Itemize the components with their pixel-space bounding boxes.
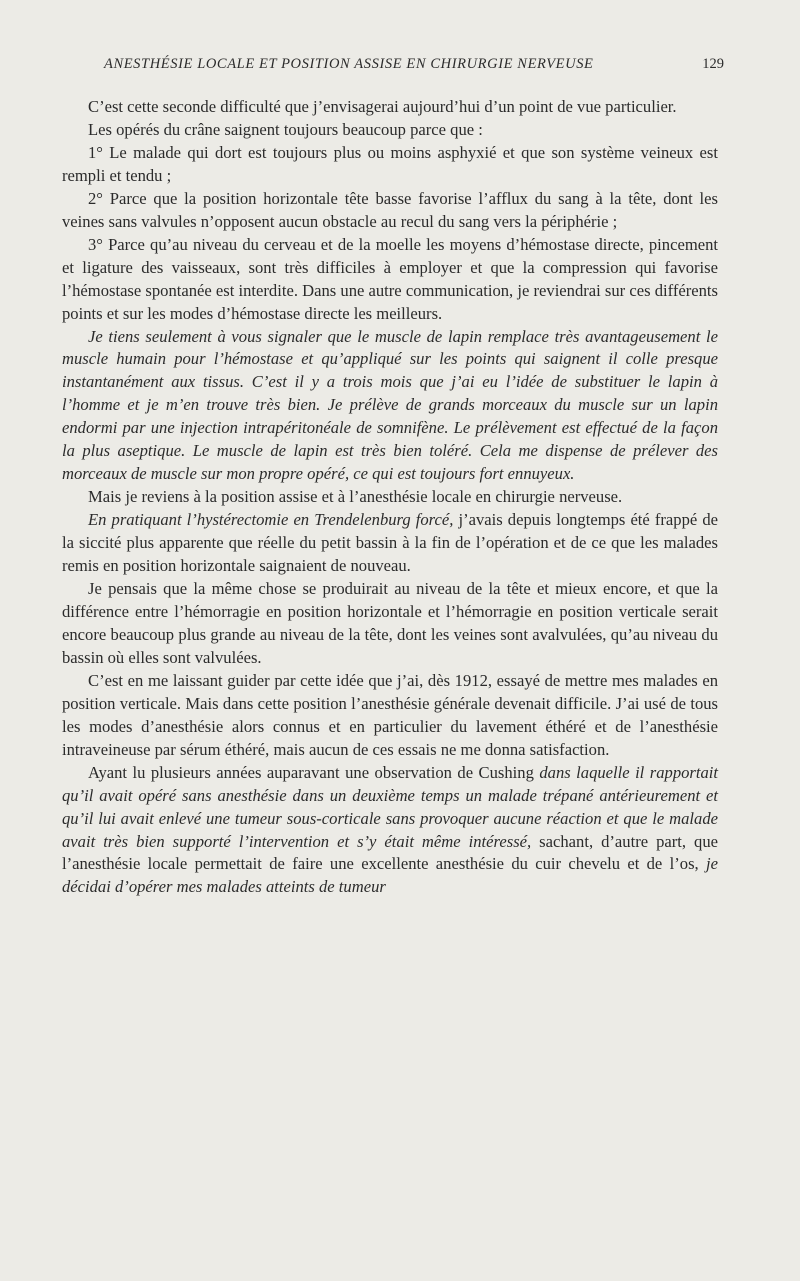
paragraph-text: 1° Le malade qui dort est toujours plus ou moins asphyxié et que son système veineux est rempli et tendu ; (62, 142, 718, 185)
paragraph (62, 670, 718, 762)
paragraph-text: sachant, d’autre part, que l’anesthésie locale permettait de faire une excellente anesthésie du cuir chevelu et de l’os, (62, 831, 719, 874)
paragraph (62, 486, 718, 509)
paragraph-text: C’est en me laissant guider par cette idée que j’ai, dès 1912, essayé de mettre mes malades en position verticale. Mais dans cette position l’anesthésie générale devenait difficile. J’ai usé de tous les modes d’anesthésie alors connus et en particulier du lavement éthéré et de l’anesthésie intraveineuse par sérum éthéré, mais aucun de ces essais ne me donna satisfaction. (62, 670, 718, 759)
paragraph (62, 119, 718, 142)
paragraph (62, 142, 718, 188)
paragraph (62, 188, 718, 234)
italic-text: En pratiquant l’hystérectomie en Trendelenburg forcé, (88, 510, 454, 530)
header-title: ANESTHÉSIE LOCALE ET POSITION ASSISE EN CHIRURGIE NERVEUSE (104, 56, 594, 72)
paragraph-text: j’avais depuis longtemps été frappé de la siccité plus apparente que réelle du petit bassin à la fin de l’opération et de ce que les malades remis en position horizontale saignaient de nouveau. (62, 510, 718, 576)
paragraph (62, 234, 718, 326)
paragraph-text: Les opérés du crâne saignent toujours beaucoup parce que : (88, 119, 483, 139)
paragraph (62, 578, 718, 670)
paragraph (62, 762, 718, 900)
paragraph-text: Je pensais que la même chose se produirait au niveau de la tête et mieux encore, et que la différence entre l’hémorragie en position horizontale et l’hémorragie en position verticale serait encore beaucoup plus grande au niveau de la tête, dont les veines sont avalvulées, qu’au niveau du bassin où elles sont valvulées. (62, 579, 718, 667)
paragraph-text: C’est cette seconde difficulté que j’envisagerai aujourd’hui d’un point de vue particulier. (88, 97, 677, 116)
paragraph (62, 509, 718, 578)
page-number: 129 (702, 56, 724, 72)
paragraph (62, 96, 718, 119)
body-text (62, 96, 718, 899)
running-header (104, 56, 724, 73)
italic-text: dans laquelle il rapportait qu’il avait opéré sans anesthésie dans un deuxième temps un malade trépané antérieurement et qu’il lui avait enlevé une tumeur sous-corticale sans provoquer aucune réaction et que le malade avait très bien supporté l’intervention et s’y était même intéressé, (62, 762, 718, 851)
paragraph-text: Mais je reviens à la position assise et à l’anesthésie locale en chirurgie nerveuse. (88, 487, 623, 507)
italic-text: Je tiens seulement à vous signaler que le muscle de lapin remplace très avantageusement le muscle humain pour l’hémostase et qu’appliqué sur les points qui saignent il colle presque instantanément aux tissus. C’est il y a trois mois que j’ai eu l’idée de substituer le lapin à l’homme et je m’en trouve très bien. Je prélève de grands morceaux du muscle sur un lapin endormi par une injection intrapéritonéale de somnifène. Le prélèvement est effectué de la façon la plus aseptique. Le muscle de lapin est très bien toléré. Cela me dispense de prélever des morceaux de muscle sur mon propre opéré, ce qui est toujours fort ennuyeux. (62, 326, 718, 484)
paragraph-text: Ayant lu plusieurs années auparavant une observation de Cushing (88, 762, 540, 782)
paragraph-text: 3° Parce qu’au niveau du cerveau et de la moelle les moyens d’hémostase directe, pincement et ligature des vaisseaux, sont très difficiles à employer et que la compression qui favorise l’hémostase spontanée est interdite. Dans une autre communication, je reviendrai sur ces différents points et sur les modes d’hémostase directe les meilleurs. (62, 234, 718, 323)
paragraph (62, 326, 718, 487)
italic-text: je décidai d’opérer mes malades atteints de tumeur (62, 854, 718, 897)
paragraph-text: 2° Parce que la position horizontale tête basse favorise l’afflux du sang à la tête, dont les veines sans valvules n’opposent aucun obstacle au recul du sang vers la périphérie ; (62, 188, 718, 231)
